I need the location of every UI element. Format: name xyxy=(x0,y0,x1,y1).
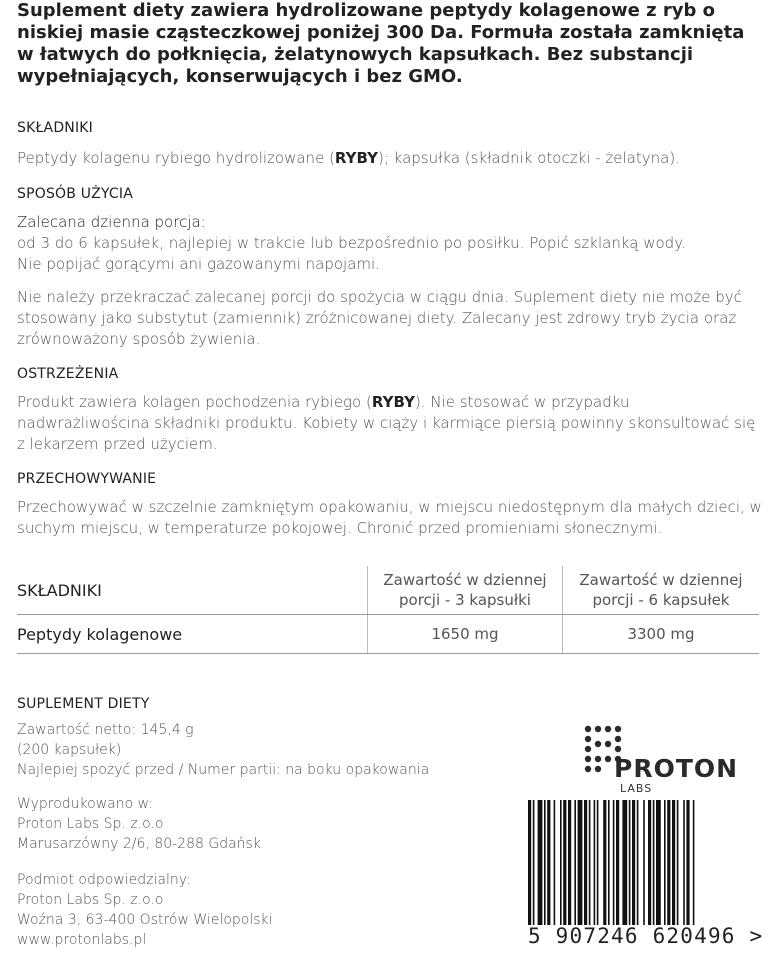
barcode-icon xyxy=(528,800,764,925)
allergen-ryby: RYBY xyxy=(334,149,378,167)
table-header-cell: Zawartość w dziennej porcji - 3 kapsułki xyxy=(368,566,563,615)
daily-dose-label: Zalecana dzienna porcja: xyxy=(17,213,206,231)
barcode-bar xyxy=(563,800,566,925)
przechowywanie-text: Przechowywać w szczelnie zamkniętym opakowaniu, w miejscu niedostępnym dla małych dzieci, w suchym miejscu, w temperaturze pokojowej. Chronić przed promieniami słonecznymi. xyxy=(17,498,762,537)
barcode-bar xyxy=(667,800,670,925)
barcode-bar xyxy=(603,800,606,925)
barcode-bar xyxy=(622,800,627,925)
dose-line: od 3 do 6 kapsułek, najlepiej w trakcie lub bezpośrednio po posiłku. Popić szklanką wody. xyxy=(17,234,686,252)
responsible-company: Proton Labs Sp. z.o.o xyxy=(17,892,164,908)
nutrition-table xyxy=(17,566,759,654)
barcode-bar xyxy=(616,800,619,925)
barcode-bar xyxy=(683,800,685,925)
table-header-cell: Zawartość w dziennej porcji - 6 kapsułek xyxy=(563,566,760,615)
table-row xyxy=(17,615,759,654)
responsible-label: Podmiot odpowiedzialny: xyxy=(17,872,191,888)
barcode-bar xyxy=(544,800,546,925)
barcode-bar xyxy=(648,800,651,925)
barcode-bar xyxy=(664,800,666,925)
section-heading-skladniki: SKŁADNIKI xyxy=(17,120,94,136)
section-heading-sposob: SPOSÓB UŻYCIA xyxy=(17,186,134,202)
brand-sub: LABS xyxy=(620,782,653,795)
barcode-bar xyxy=(653,800,655,925)
barcode-bar xyxy=(589,800,591,925)
barcode-bar xyxy=(629,800,631,925)
barcode-bar xyxy=(574,800,576,925)
table-cell: Peptydy kolagenowe xyxy=(17,615,368,654)
barcode-bar xyxy=(632,800,635,925)
skladniki-text: Peptydy kolagenu rybiego hydrolizowane (RYBY); kapsułka (składnik otoczki - żelatyna). xyxy=(17,149,680,167)
sposob-text xyxy=(17,212,762,275)
barcode-bar xyxy=(554,800,556,925)
producer-address: Marusarzówny 2/6, 80-288 Gdańsk xyxy=(17,836,261,852)
barcode-bar xyxy=(693,800,695,925)
barcode-bar xyxy=(560,800,562,925)
barcode-bar xyxy=(608,800,610,925)
producer-company: Proton Labs Sp. z.o.o xyxy=(17,816,164,832)
ostrzezenia-text: Produkt zawiera kolagen pochodzenia rybiego (RYBY). Nie stosować w przypadku nadwrażliwościna składniki produktu. Kobiety w ciąży i karmiące piersią powinny skonsultować się z lekarzem przed użyciem. xyxy=(17,393,756,453)
net-content: Zawartość netto: 145,4 g xyxy=(17,722,194,738)
barcode-bar xyxy=(597,800,599,925)
barcode-bar xyxy=(656,800,661,925)
barcode-bar xyxy=(686,800,689,925)
barcode-bar xyxy=(547,800,550,925)
table-header-cell: SKŁADNIKI xyxy=(17,566,368,615)
section-heading-przechowywanie: PRZECHOWYWANIE xyxy=(17,471,157,487)
allergen-ryby: RYBY xyxy=(371,393,415,411)
barcode-bar xyxy=(672,800,675,925)
producer-label: Wyprodukowano w: xyxy=(17,796,154,812)
barcode-bar xyxy=(528,800,531,925)
barcode-bar xyxy=(643,800,645,925)
website-link: www.protonlabs.pl xyxy=(17,932,147,948)
table-cell: 1650 mg xyxy=(368,615,563,654)
barcode-number: 5 907246 620496 > xyxy=(528,924,764,948)
responsible-info xyxy=(17,870,273,950)
barcode-bar xyxy=(568,800,571,925)
section-heading-suplement: SUPLEMENT DIETY xyxy=(17,696,150,712)
capsule-count: (200 kapsułek) xyxy=(17,742,122,758)
barcode-bar xyxy=(538,800,543,925)
barcode-bar xyxy=(637,800,639,925)
barcode-bar xyxy=(533,800,535,925)
barcode-bar xyxy=(594,800,596,925)
table-cell: 3300 mg xyxy=(563,615,760,654)
drink-line: Nie popijać gorącymi ani gazowanymi napojami. xyxy=(17,255,380,273)
producer-info xyxy=(17,794,261,854)
table-header-row xyxy=(17,566,759,615)
barcode-bar xyxy=(613,800,615,925)
barcode-bar xyxy=(677,800,679,925)
section-heading-ostrzezenia: OSTRZEŻENIA xyxy=(17,366,119,382)
barcode-bar xyxy=(578,800,583,925)
product-info xyxy=(17,720,429,780)
barcode-bar xyxy=(584,800,587,925)
brand-name: PROTON xyxy=(614,754,739,783)
responsible-address: Woźna 3, 63-400 Ostrów Wielopolski xyxy=(17,912,273,928)
intro-text: Suplement diety zawiera hydrolizowane peptydy kolagenowe z ryb o niskiej masie cząsteczkowej poniżej 300 Da. Formuła została zamknięta w łatwych do połknięcia, żelatynowych kapsułkach. Bez substancji wypełniających, konserwujących i bez GMO. xyxy=(17,0,745,87)
best-before: Najlepiej spożyć przed / Numer partii: na boku opakowania xyxy=(17,762,430,778)
sposob-para2: Nie należy przekraczać zalecanej porcji do spożycia w ciągu dnia. Suplement diety nie może być stosowany jako substytut (zamiennik) zróżnicowanej diety. Zalecany jest zdrowy tryb życia oraz zrównoważony sposób żywienia. xyxy=(17,288,742,348)
